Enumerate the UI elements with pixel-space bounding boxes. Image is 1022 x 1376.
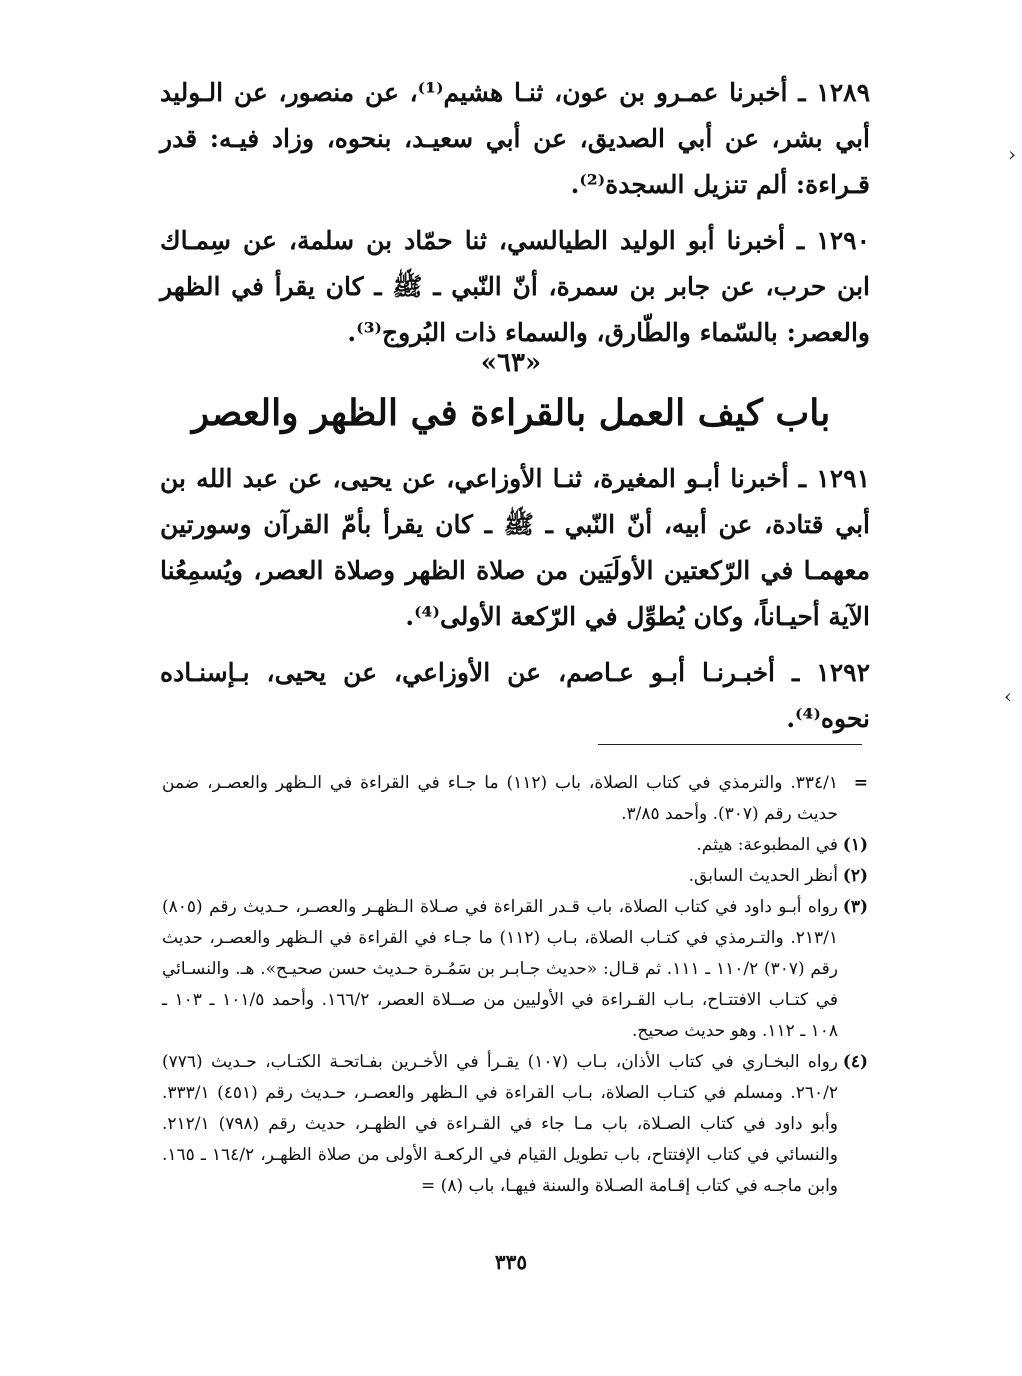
section-number: «٦٣»: [480, 348, 542, 378]
footnote-marker: (٤): [842, 1052, 868, 1072]
footnote-1: [162, 830, 868, 861]
footnote-marker: (٣): [842, 897, 868, 917]
footnote-text: في المطبوعة: هيثم.: [696, 835, 838, 855]
footnote-marker: =: [853, 773, 868, 793]
footnote-4: [162, 1047, 868, 1202]
hadith-1291: ١٢٩١ ـ أخبرنا أبـو المغيرة، ثنـا الأوزاعي، عن يحيى، عن عبد الله بن أبي قتادة، عن أبيه، أنّ النّبي ـ ﷺ ـ كان يقرأ بأمّ القرآن وسورتين معهمـا في الرّكعتين الأولَيَين من صلاة الظهر وصلاة العصر، ويُسمِعُنا الآية أحيـاناً، وكان يُطوِّل في الرّكعة الأولى⁽⁴⁾.: [160, 464, 870, 631]
hadith-1292: ١٢٩٢ ـ أخبـرنـا أبـو عـاصم، عن الأوزاعي، عن يحيى، بـإسنـاده نحوه⁽⁴⁾.: [160, 658, 870, 733]
chapter-title: باب كيف العمل بالقراءة في الظهر والعصر: [191, 392, 831, 434]
footnote-3: [162, 892, 868, 1047]
hadith-1290: ١٢٩٠ ـ أخبرنا أبو الوليد الطيالسي، ثنا حمّاد بن سلمة، عن سِمـاك ابن حرب، عن جابر بن سمرة، أنّ النّبي ـ ﷺ ـ كان يقرأ في الظهر والعصر: بالسّماء والطّارق، والسماء ذات البُروج⁽³⁾.: [160, 226, 870, 347]
footnotes: [162, 768, 868, 1202]
main-text: [160, 70, 870, 366]
chapter-text: [160, 456, 870, 752]
footnote-2: [162, 861, 868, 892]
page-number: ٣٣٥: [494, 1250, 528, 1274]
footnote-text: أنظر الحديث السابق.: [688, 866, 838, 886]
footnote-text: رواه أبـو داود في كتاب الصلاة، باب قـدر القراءة في صـلاة الـظهـر والعصـر، حـديث رقم (٨٠٥) ٢١٣/١. والتـرمذي في كتـاب الصلاة، بـاب (١١٢) ما جـاء في القراءة في الـظهر والعصـر، حديث رقم (٣٠٧) ١١٠/٢ ـ ١١١. ثم قـال: «حديث جـابـر بن سَمُـرة حـديث حسن صحيـح». هـ. والنسـائي في كتـاب الافتتـاح، بـاب القـراءة في الأوليين من صــلاة العصر، ١٦٦/٢. وأحمد ١٠١/٥ ـ ١٠٣ ـ ١٠٨ ـ ١١٢. وهو حديث صحيح.: [162, 897, 839, 1041]
margin-tick-mark: ›: [1008, 142, 1016, 166]
footnote-marker: (٢): [842, 866, 868, 886]
footnote-text: ٣٣٤/١. والترمذي في كتاب الصلاة، باب (١١٢) ما جـاء في القراءة في الـظهر والعصـر، ضمن حديث رقم (٣٠٧). وأحمد ٣/٨٥.: [162, 773, 839, 824]
footnote-marker: (١): [842, 835, 868, 855]
footnote-divider: [598, 744, 862, 745]
margin-tick-mark: ‹: [1004, 684, 1012, 708]
hadith-1289: ١٢٨٩ ـ أخبرنا عمـرو بن عون، ثنـا هشيم⁽¹⁾، عن منصور، عن الـوليد أبي بشر، عن أبي الصديق، عن أبي سعيـد، بنحوه، وزاد فيـه: قدر قـراءة: ألم تنزيل السجدة⁽²⁾.: [160, 78, 871, 199]
footnote-text: رواه البخـاري في كتاب الأذان، بـاب (١٠٧) يقـرأ في الأخـرين بفـاتحـة الكتـاب، حـديث (٧٧٦) ٢٦٠/٢. ومسلم في كتـاب الصلاة، بـاب القراءة في الـظهر والعصـر، حـديث رقم (٤٥١) ٣٣٣/١. وأبو داود في كتاب الصـلاة، باب مـا جاء في القـراءة في الظهـر، حديث رقم (٧٩٨) ٢١٢/١. والنسائي في كتاب الإفتتاح، باب تطويل القيام في الركعـة الأولى من صلاة الظهـر، ١٦٤/٢ ـ ١٦٥. وابن ماجـه في كتاب إقـامة الصـلاة والسنة فيهـا، باب (٨) =: [162, 1052, 838, 1196]
footnote-continuation: [162, 768, 868, 830]
